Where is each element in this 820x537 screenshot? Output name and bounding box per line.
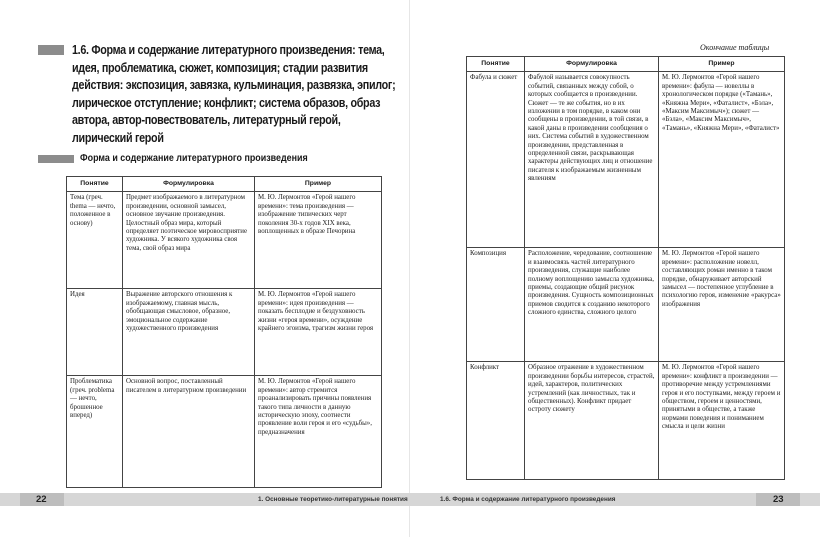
cell-concept: Проблематика (греч. problema — нечто, брошенное вперед): [67, 376, 123, 488]
page-number-right: 23: [773, 494, 784, 505]
cell-example: М. Ю. Лермонтов «Герой нашего времени»: идея произведения — показать бесплодие и бездуховность жизни «героя времени», осуждение крайнего эгоизма, трагизм жизни героя: [255, 289, 382, 376]
table-row: [67, 192, 382, 289]
header-formulation: Формулировка: [123, 177, 255, 192]
concepts-table-right: [466, 56, 785, 480]
table-row: [67, 376, 382, 488]
cell-example: М. Ю. Лермонтов «Герой нашего времени»: расположение новелл, составляющих роман именно в таком порядке, обнаруживает авторский замысел — постепенное углубление в психологию героя, изменение «ракурса» изображения: [659, 248, 785, 362]
header-formulation: Формулировка: [525, 57, 659, 72]
header-concept: Понятие: [67, 177, 123, 192]
table-row: [467, 248, 785, 362]
cell-example: М. Ю. Лермонтов «Герой нашего времени»: автор стремится проанализировать причины появления такого типа личности в данную историческую эпоху, соотнести проявление воли героя и его «судьбы», предназначения: [255, 376, 382, 488]
cell-formulation: Фабулой называется совокупность событий, связанных между собой, о которых сообщается в произведении. Сюжет — те же события, но в их изложении в том порядке, в каком они сообщены в произведении, в той связи, в какой даны в произведении сообщения о них. Система событий в художественном произведении, представленная в определенной связи, раскрывающая характеры действующих лиц и отношение писателя к изображаемым жизненным явлениям: [525, 72, 659, 248]
header-example: Пример: [255, 177, 382, 192]
table-row: [467, 362, 785, 480]
running-title-left: 1. Основные теоретико-литературные понятия: [258, 496, 408, 503]
footer-left: [0, 493, 410, 506]
cell-concept: Идея: [67, 289, 123, 376]
continuation-label: Окончание таблицы: [700, 43, 770, 52]
section-title: 1.6. Форма и содержание литературного произведения: тема, идея, проблематика, сюжет, композиция; стадии развития действия: экспозиция, завязка, кульминация, развязка, эпилог; лирическое отступление; конфликт; система образов, образ автора, автор-повествователь, литературный герой, лирический герой: [72, 43, 396, 145]
table-row: [67, 289, 382, 376]
cell-concept: Композиция: [467, 248, 525, 362]
concepts-table-left: [66, 176, 382, 488]
running-title-right: 1.6. Форма и содержание литературного произведения: [440, 496, 616, 503]
subsection-marker-bar: [38, 155, 74, 163]
header-concept: Понятие: [467, 57, 525, 72]
cell-formulation: Расположение, чередование, соотношение и взаимосвязь частей литературного произведения, служащие наиболее полному воплощению замысла художника, приемы, создающие общий рисунок произведения. Сущность композиционных приемов сводится к созданию некоторого сложного единства, сложного целого: [525, 248, 659, 362]
table-header-row: [467, 57, 785, 72]
page-number-left: 22: [36, 494, 47, 505]
cell-example: М. Ю. Лермонтов «Герой нашего времени»: тема произведения — изображение типических черт поколения 30-х годов XIX века, воплощенных в образе Печорина: [255, 192, 382, 289]
table-header-row: [67, 177, 382, 192]
footer-right: [410, 493, 820, 506]
right-page: [410, 0, 820, 537]
cell-formulation: Выражение авторского отношения к изображаемому, главная мысль, обобщающая смысловое, образное, эмоциональное содержание художественного произведения: [123, 289, 255, 376]
subsection-title: Форма и содержание литературного произведения: [80, 152, 308, 164]
cell-formulation: Образное отражение в художественном произведении борьбы интересов, страстей, идей, характеров, политических устремлений (как личностных, так и общественных). Конфликт придает остроту сюжету: [525, 362, 659, 480]
header-example: Пример: [659, 57, 785, 72]
cell-formulation: Предмет изображаемого в литературном произведении, основной замысел, основное звучание произведения. Целостный образ мира, который определяет поэтическое мировосприятие художника. У всякого художника своя тема, свой образ мира: [123, 192, 255, 289]
cell-concept: Фабула и сюжет: [467, 72, 525, 248]
table-row: [467, 72, 785, 248]
cell-formulation: Основной вопрос, поставленный писателем в литературном произведении: [123, 376, 255, 488]
cell-concept: Конфликт: [467, 362, 525, 480]
section-marker-bar: [38, 45, 64, 55]
cell-example: М. Ю. Лермонтов «Герой нашего времени»: конфликт в произведении — противоречие между устремлениями героя и его поступками, между героем и обществом, героем и ценностями, принятыми в обществе, а также нормами поведения и пониманием смысла и цели жизни: [659, 362, 785, 480]
cell-concept: Тема (греч. thema — нечто, положенное в основу): [67, 192, 123, 289]
cell-example: М. Ю. Лермонтов «Герой нашего времени»: фабула — новеллы в хронологическом порядке («Тамань», «Княжна Мери», «Фаталист», «Бэла», «Максим Максимыч»); сюжет — «Бэла», «Максим Максимыч», «Тамань», «Княжна Мери», «Фаталист»: [659, 72, 785, 248]
